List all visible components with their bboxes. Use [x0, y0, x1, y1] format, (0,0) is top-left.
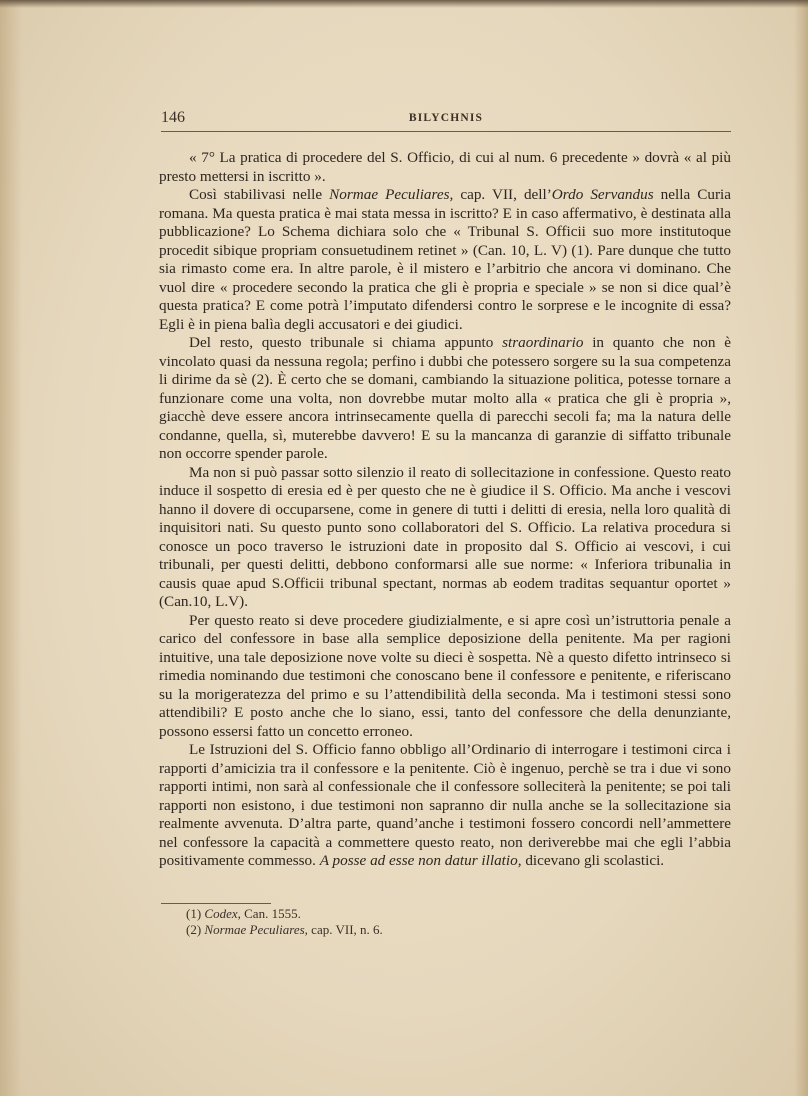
page-number: 146	[161, 109, 185, 126]
header-rule	[161, 131, 731, 132]
paragraph-text-run: « 7° La pratica di procedere del S. Officio, di cui al num. 6 precedente » dovrà « al più presto mettersi in iscritto ».	[159, 149, 731, 185]
footnotes	[186, 906, 686, 938]
page-header	[161, 109, 731, 129]
page-top-edge	[0, 0, 808, 8]
paragraph-text-run: Le Istruzioni del S. Officio fanno obbligo all’Ordinario di interrogare i testimoni circa i rapporti d’amicizia tra il confessore e la penitente. Ciò è ingenuo, perchè se tra i due vi sono rapporti intimi, non sarà al confessionale che il confessore solleciterà la penitente; se poi tali rapporti non esistono, i due testimoni non sapranno dir nulla anche se la sollecitazione sia realmente avvenuta. D’altra parte, quand’anche i testimoni fossero concordi nell’ammettere nel confessore la capacità a commettere questo reato, non deriverebbe mai che egli l’abbia positivamente commesso.	[159, 741, 731, 869]
paragraph-text-run: Ma non si può passar sotto silenzio il reato di sollecitazione in confessione. Questo reato induce il sospetto di eresia ed è per questo che ne è giudice il S. Officio. Ma anche i vescovi hanno il dovere di occuparsene, come in genere di tutti i delitti di eresia, nella loro qualità di inquisitori nati. Su questo punto sono collaboratori del S. Officio. La relativa procedura si conosce un poco traverso le istruzioni date in proposito dal S. Officio ai vescovi, i cui tribunali, per questi delitti, debbono conformarsi alle sue norme: « Inferiora tribunalia in causis quae apud S.Officii tribunal spectant, normas ab eodem traditas sequantur oportet » (Can.10, L.V).	[159, 463, 731, 610]
paragraph-italic-run: straordinario	[502, 334, 584, 351]
paragraph-text-run: Del resto, questo tribunale si chiama appunto	[189, 334, 503, 351]
footnote-text-run: (1)	[186, 906, 205, 921]
paragraph	[159, 612, 731, 742]
footnote-italic-run: Codex,	[204, 906, 241, 921]
footnote-italic-run: Normae Peculiares,	[204, 922, 308, 937]
paragraph-italic-run: A posse ad esse non datur illatio,	[319, 852, 522, 869]
paragraph-text-run: in quanto che non è vincolato quasi da nessuna regola; perfino i dubbi che potessero sorgere su la sua competenza li dirime da sè (2). È certo che se domani, cambiando la situazione politica, potesse tornare a funzionare come una volta, non dovrebbe mutar molto alla « pratica che gli è propria », giacchè deve essere ancora intrinsecamente quella di parecchi secoli fa; ma la natura delle condanne, quella, sì, muterebbe davvero! E su la mancanza di garanzie di siffatto tribunale non occorre spender parole.	[159, 334, 731, 462]
footnote-text-run: cap. VII, n. 6.	[307, 922, 383, 937]
paragraph-text-run: cap. VII, dell’	[453, 186, 552, 203]
paragraph	[159, 149, 731, 186]
page-left-edge	[0, 0, 22, 1096]
paragraph-text-run: Per questo reato si deve procedere giudizialmente, e si apre così un’istruttoria penale a carico del confessore in base alla semplice deposizione della penitente. Ma per ragioni intuitive, una tale deposizione nove volte su dieci è sospetta. Nè a questo difetto intrinseco si rimedia nominando due testimoni che conoscano bene il confessore e penitente, e riferiscano su la morigeratezza del primo e su l’attendibilità della seconda. Ma i testimoni stessi sono attendibili? E posto anche che lo siano, essi, tanto del confessore che della denunziante, possono essersi fatto un concetto erroneo.	[159, 611, 731, 740]
footnote-text-run: Can. 1555.	[240, 906, 301, 921]
paragraph-italic-run: Normae Peculiares,	[329, 186, 454, 203]
footnote	[186, 922, 686, 938]
paragraph-text-run: dicevano gli scolastici.	[521, 852, 665, 869]
paragraph	[159, 334, 731, 464]
footnote-text-run: (2)	[186, 922, 205, 937]
running-head: BILYCHNIS	[408, 112, 484, 124]
footnote	[186, 906, 686, 922]
footnote-rule	[161, 903, 271, 904]
page-right-edge	[794, 0, 808, 1096]
paragraph-text-run: Così stabilivasi nelle	[189, 186, 330, 203]
paragraph-text-run: nella Curia romana. Ma questa pratica è mai stata messa in iscritto? E in caso affermativo, è destinata alla pubblicazione? Lo Schema dichiara solo che « Tribunal S. Officii suo more institutoque procedit sibique propriam consuetudinem retinet » (Can. 10, L. V) (1). Pare dunque che tutto sia rimasto come era. In altre parole, è il mistero e l’arbitrio che ancora vi dominano. Che vuol dire « procedere secondo la pratica che gli è propria e speciale » se non si dice qual’è questa pratica? E come potrà l’imputato difendersi contro le sorprese e le incognite di essa? Egli è in piena balìa degli accusatori e dei giudici.	[159, 186, 731, 333]
paragraph	[159, 186, 731, 334]
paragraph	[159, 741, 731, 871]
paragraph	[159, 464, 731, 612]
body-text	[159, 149, 731, 871]
paragraph-italic-run: Ordo Servandus	[551, 186, 654, 203]
